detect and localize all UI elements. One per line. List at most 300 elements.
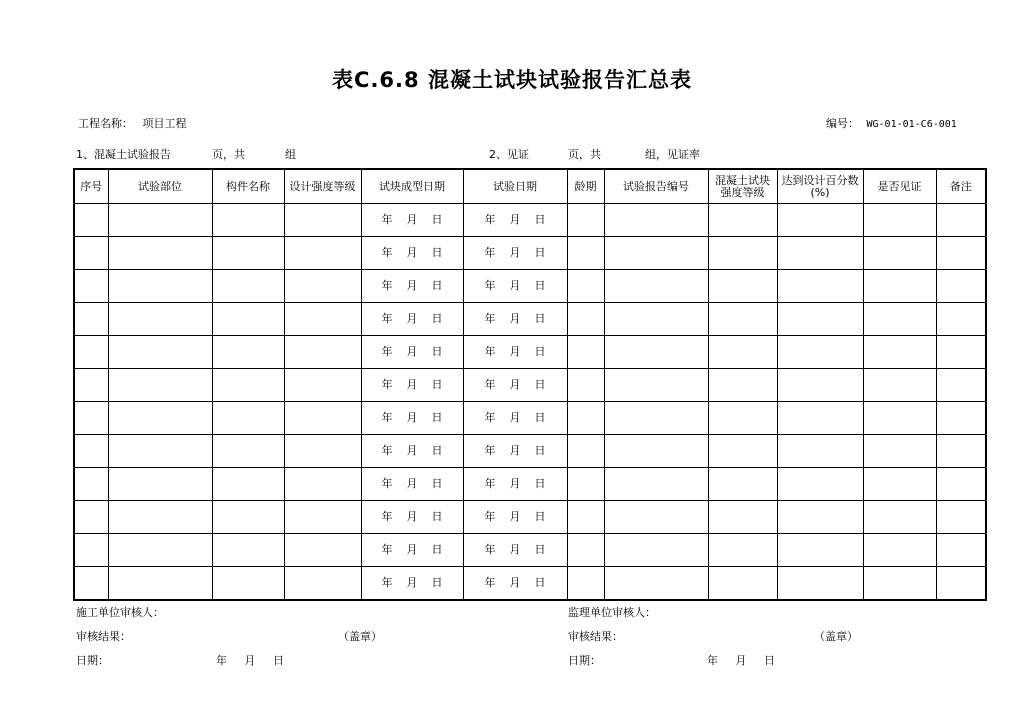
cell-seq (74, 435, 108, 468)
cell-design-grade (284, 336, 361, 369)
cell-percent (777, 303, 863, 336)
cast-date-parts (382, 478, 443, 490)
cell-location (108, 369, 212, 402)
test-date-parts (485, 511, 546, 523)
date-part-y: 年 (381, 312, 393, 325)
cell-location (108, 336, 212, 369)
cell-remarks (936, 567, 986, 601)
date-part-y: 年 (381, 246, 393, 259)
section2-pages: 页，共 (568, 148, 601, 161)
cell-remarks (936, 303, 986, 336)
test-date-parts (485, 478, 546, 490)
test-date-parts (485, 214, 546, 226)
header-strength-line2: 强度等级 (720, 185, 765, 199)
date-part-m: 月 (509, 411, 521, 424)
date-part-y: 年 (484, 345, 496, 358)
cell-strength-grade (708, 303, 777, 336)
concrete-test-summary-table (73, 168, 987, 601)
cell-design-grade (284, 369, 361, 402)
date-part-y: 年 (484, 477, 496, 490)
date-part-d: 日 (534, 510, 546, 523)
cell-test-date (463, 534, 567, 567)
cell-percent (777, 336, 863, 369)
date-part-y: 年 (484, 543, 496, 556)
project-name-field (78, 115, 187, 131)
test-date-parts (485, 280, 546, 292)
cell-age (567, 402, 604, 435)
cell-test-date (463, 336, 567, 369)
cell-remarks (936, 402, 986, 435)
cell-design-grade (284, 270, 361, 303)
test-date-parts (485, 379, 546, 391)
cell-seq (74, 237, 108, 270)
test-date-parts (485, 445, 546, 457)
cell-component (212, 303, 284, 336)
cell-strength-grade (708, 534, 777, 567)
header-age: 龄期 (567, 169, 604, 204)
cell-percent (777, 237, 863, 270)
document-code-field (826, 115, 957, 131)
table-row (74, 270, 986, 303)
test-date-parts (485, 346, 546, 358)
cell-component (212, 270, 284, 303)
cell-age (567, 270, 604, 303)
date-part-y: 年 (381, 543, 393, 556)
date-part-d: 日 (431, 411, 443, 424)
cell-strength-grade (708, 567, 777, 601)
date-part-y: 年 (381, 345, 393, 358)
cell-test-date (463, 204, 567, 237)
cell-age (567, 204, 604, 237)
cell-location (108, 204, 212, 237)
cell-percent (777, 435, 863, 468)
header-cast-date: 试块成型日期 (361, 169, 463, 204)
date-part-d: 日 (534, 213, 546, 226)
cell-seq (74, 468, 108, 501)
date-part-m: 月 (406, 312, 418, 325)
cell-design-grade (284, 435, 361, 468)
table-row (74, 369, 986, 402)
cell-cast-date (361, 336, 463, 369)
cell-component (212, 204, 284, 237)
cell-age (567, 501, 604, 534)
contractor-date-year: 年 (216, 654, 227, 667)
cell-report-number (604, 468, 708, 501)
cell-design-grade (284, 237, 361, 270)
date-part-d: 日 (534, 444, 546, 457)
date-part-y: 年 (381, 510, 393, 523)
cell-seq (74, 369, 108, 402)
cell-report-number (604, 534, 708, 567)
supervisor-date-label: 日期： (568, 654, 601, 667)
date-part-d: 日 (431, 543, 443, 556)
date-part-d: 日 (431, 378, 443, 391)
cell-cast-date (361, 369, 463, 402)
cell-component (212, 468, 284, 501)
cell-age (567, 237, 604, 270)
project-name-label: 工程名称： (78, 117, 133, 130)
section1-pages: 页，共 (212, 148, 245, 161)
header-percent-line2: (%) (810, 185, 830, 199)
table-row (74, 534, 986, 567)
date-part-m: 月 (509, 378, 521, 391)
cell-witnessed (863, 468, 936, 501)
cell-location (108, 303, 212, 336)
contractor-date-month: 月 (244, 654, 256, 667)
cast-date-parts (382, 412, 443, 424)
cell-seq (74, 567, 108, 601)
cell-age (567, 435, 604, 468)
supervisor-date-month: 月 (735, 654, 747, 667)
cell-design-grade (284, 468, 361, 501)
test-date-parts (485, 577, 546, 589)
supervisor-date-parts (707, 652, 775, 668)
header-location: 试验部位 (108, 169, 212, 204)
cell-strength-grade (708, 270, 777, 303)
cell-report-number (604, 567, 708, 601)
cell-age (567, 468, 604, 501)
header-strength-line1: 混凝土试块 (715, 173, 770, 187)
date-part-d: 日 (431, 345, 443, 358)
date-part-d: 日 (431, 510, 443, 523)
date-part-d: 日 (431, 477, 443, 490)
cell-strength-grade (708, 501, 777, 534)
cell-percent (777, 567, 863, 601)
cell-seq (74, 303, 108, 336)
header-percent (777, 169, 863, 204)
cell-strength-grade (708, 402, 777, 435)
date-part-y: 年 (484, 279, 496, 292)
cell-report-number (604, 402, 708, 435)
supervisor-result-label: 审核结果： (568, 630, 623, 643)
date-part-d: 日 (431, 213, 443, 226)
date-part-m: 月 (509, 477, 521, 490)
cell-report-number (604, 270, 708, 303)
cell-percent (777, 369, 863, 402)
cell-cast-date (361, 501, 463, 534)
header-design-grade: 设计强度等级 (284, 169, 361, 204)
cell-remarks (936, 501, 986, 534)
date-part-d: 日 (431, 444, 443, 457)
date-part-d: 日 (431, 576, 443, 589)
date-part-d: 日 (534, 411, 546, 424)
cell-strength-grade (708, 336, 777, 369)
table-row (74, 303, 986, 336)
cell-location (108, 501, 212, 534)
date-part-m: 月 (406, 543, 418, 556)
cell-design-grade (284, 402, 361, 435)
header-seq: 序号 (74, 169, 108, 204)
cell-percent (777, 501, 863, 534)
contractor-seal-label: （盖章） (338, 630, 382, 643)
cell-percent (777, 534, 863, 567)
date-part-y: 年 (381, 444, 393, 457)
date-part-d: 日 (534, 543, 546, 556)
section1-groups: 组 (285, 148, 296, 161)
cell-design-grade (284, 501, 361, 534)
date-part-y: 年 (484, 246, 496, 259)
cell-strength-grade (708, 435, 777, 468)
cell-design-grade (284, 567, 361, 601)
cell-component (212, 567, 284, 601)
cell-remarks (936, 336, 986, 369)
cell-seq (74, 270, 108, 303)
cast-date-parts (382, 280, 443, 292)
date-part-m: 月 (406, 477, 418, 490)
date-part-d: 日 (534, 246, 546, 259)
cell-strength-grade (708, 204, 777, 237)
cell-component (212, 237, 284, 270)
cell-component (212, 534, 284, 567)
cast-date-parts (382, 511, 443, 523)
cell-design-grade (284, 303, 361, 336)
date-part-y: 年 (484, 444, 496, 457)
header-witnessed: 是否见证 (863, 169, 936, 204)
cell-test-date (463, 501, 567, 534)
cell-remarks (936, 435, 986, 468)
date-part-d: 日 (534, 279, 546, 292)
cell-component (212, 402, 284, 435)
cell-location (108, 567, 212, 601)
cast-date-parts (382, 247, 443, 259)
date-part-y: 年 (381, 411, 393, 424)
cell-cast-date (361, 435, 463, 468)
cell-remarks (936, 237, 986, 270)
cell-strength-grade (708, 468, 777, 501)
table-body (74, 204, 986, 601)
document-code-label: 编号： (826, 117, 859, 130)
date-part-y: 年 (484, 576, 496, 589)
cast-date-parts (382, 346, 443, 358)
cell-seq (74, 204, 108, 237)
cell-remarks (936, 270, 986, 303)
cell-test-date (463, 468, 567, 501)
date-part-m: 月 (509, 510, 521, 523)
date-part-d: 日 (534, 477, 546, 490)
date-part-d: 日 (431, 246, 443, 259)
date-part-m: 月 (509, 312, 521, 325)
date-part-m: 月 (406, 576, 418, 589)
cast-date-parts (382, 544, 443, 556)
date-part-m: 月 (509, 543, 521, 556)
cell-test-date (463, 270, 567, 303)
cell-test-date (463, 303, 567, 336)
date-part-y: 年 (381, 279, 393, 292)
cell-component (212, 369, 284, 402)
header-component: 构件名称 (212, 169, 284, 204)
cell-cast-date (361, 270, 463, 303)
contractor-date-parts (216, 652, 284, 668)
date-part-y: 年 (381, 576, 393, 589)
cell-seq (74, 336, 108, 369)
cell-location (108, 534, 212, 567)
cell-witnessed (863, 270, 936, 303)
cell-cast-date (361, 567, 463, 601)
cell-age (567, 336, 604, 369)
cast-date-parts (382, 379, 443, 391)
date-part-y: 年 (381, 378, 393, 391)
table-row (74, 402, 986, 435)
cell-report-number (604, 303, 708, 336)
cell-report-number (604, 336, 708, 369)
date-part-d: 日 (431, 279, 443, 292)
date-part-m: 月 (406, 378, 418, 391)
header-test-date: 试验日期 (463, 169, 567, 204)
cell-remarks (936, 468, 986, 501)
cell-age (567, 303, 604, 336)
cast-date-parts (382, 313, 443, 325)
test-date-parts (485, 544, 546, 556)
header-remarks: 备注 (936, 169, 986, 204)
cell-percent (777, 402, 863, 435)
date-part-y: 年 (381, 477, 393, 490)
supervisor-reviewer-label: 监理单位审核人： (568, 606, 656, 619)
cell-age (567, 567, 604, 601)
cell-report-number (604, 369, 708, 402)
test-date-parts (485, 313, 546, 325)
date-part-m: 月 (509, 576, 521, 589)
cell-location (108, 435, 212, 468)
contractor-reviewer-label: 施工单位审核人： (76, 606, 164, 619)
document-code-value: WG-01-01-C6-001 (866, 119, 957, 130)
cell-witnessed (863, 402, 936, 435)
cell-cast-date (361, 204, 463, 237)
contractor-date-label: 日期： (76, 654, 109, 667)
date-part-m: 月 (406, 246, 418, 259)
date-part-d: 日 (534, 576, 546, 589)
cell-component (212, 336, 284, 369)
date-part-y: 年 (484, 213, 496, 226)
cell-remarks (936, 534, 986, 567)
contractor-date-day: 日 (273, 654, 284, 667)
supervisor-seal-label: （盖章） (814, 630, 858, 643)
cell-report-number (604, 435, 708, 468)
page-title: 表C.6.8 混凝土试块试验报告汇总表 (332, 68, 692, 92)
cell-cast-date (361, 303, 463, 336)
cell-witnessed (863, 336, 936, 369)
cell-witnessed (863, 303, 936, 336)
date-part-y: 年 (484, 411, 496, 424)
table-row (74, 567, 986, 601)
header-strength-grade (708, 169, 777, 204)
table-row (74, 501, 986, 534)
cell-design-grade (284, 534, 361, 567)
test-date-parts (485, 412, 546, 424)
cell-test-date (463, 435, 567, 468)
cell-cast-date (361, 534, 463, 567)
date-part-m: 月 (406, 510, 418, 523)
cell-test-date (463, 567, 567, 601)
date-part-m: 月 (509, 345, 521, 358)
header-percent-line1: 达到设计百分数 (781, 173, 859, 187)
date-part-m: 月 (509, 213, 521, 226)
test-date-parts (485, 247, 546, 259)
cell-location (108, 237, 212, 270)
cell-test-date (463, 369, 567, 402)
supervisor-date-day: 日 (764, 654, 775, 667)
section2-groups: 组，见证率 (645, 148, 700, 161)
cell-witnessed (863, 435, 936, 468)
cell-witnessed (863, 534, 936, 567)
cell-percent (777, 204, 863, 237)
cell-cast-date (361, 468, 463, 501)
cell-component (212, 435, 284, 468)
cell-percent (777, 468, 863, 501)
cell-cast-date (361, 237, 463, 270)
cell-witnessed (863, 501, 936, 534)
cell-location (108, 402, 212, 435)
cell-strength-grade (708, 369, 777, 402)
date-part-y: 年 (484, 312, 496, 325)
cell-report-number (604, 501, 708, 534)
table-row (74, 435, 986, 468)
cast-date-parts (382, 445, 443, 457)
cell-report-number (604, 204, 708, 237)
cell-remarks (936, 204, 986, 237)
cell-strength-grade (708, 237, 777, 270)
cell-cast-date (361, 402, 463, 435)
supervisor-date-year: 年 (707, 654, 718, 667)
cell-witnessed (863, 237, 936, 270)
date-part-m: 月 (406, 279, 418, 292)
date-part-m: 月 (509, 279, 521, 292)
date-part-d: 日 (534, 378, 546, 391)
table-row (74, 468, 986, 501)
table-row (74, 204, 986, 237)
table-header-row (74, 169, 986, 204)
cell-test-date (463, 402, 567, 435)
cell-percent (777, 270, 863, 303)
date-part-m: 月 (406, 444, 418, 457)
date-part-d: 日 (431, 312, 443, 325)
cell-seq (74, 402, 108, 435)
date-part-y: 年 (484, 378, 496, 391)
cell-location (108, 270, 212, 303)
date-part-m: 月 (509, 444, 521, 457)
date-part-m: 月 (406, 411, 418, 424)
section2-label: 2、见证 (489, 148, 529, 161)
cell-location (108, 468, 212, 501)
date-part-d: 日 (534, 312, 546, 325)
cell-age (567, 534, 604, 567)
section1-label: 1、混凝土试验报告 (76, 148, 171, 161)
project-name-value: 项目工程 (142, 117, 187, 130)
contractor-result-label: 审核结果： (76, 630, 131, 643)
cell-witnessed (863, 204, 936, 237)
date-part-m: 月 (509, 246, 521, 259)
cell-witnessed (863, 369, 936, 402)
table-row (74, 336, 986, 369)
date-part-y: 年 (484, 510, 496, 523)
cell-age (567, 369, 604, 402)
cell-witnessed (863, 567, 936, 601)
cell-design-grade (284, 204, 361, 237)
cell-seq (74, 534, 108, 567)
date-part-m: 月 (406, 213, 418, 226)
cast-date-parts (382, 577, 443, 589)
cell-test-date (463, 237, 567, 270)
date-part-y: 年 (381, 213, 393, 226)
table-row (74, 237, 986, 270)
header-report-number: 试验报告编号 (604, 169, 708, 204)
cast-date-parts (382, 214, 443, 226)
date-part-m: 月 (406, 345, 418, 358)
cell-report-number (604, 237, 708, 270)
date-part-d: 日 (534, 345, 546, 358)
cell-seq (74, 501, 108, 534)
cell-component (212, 501, 284, 534)
cell-remarks (936, 369, 986, 402)
